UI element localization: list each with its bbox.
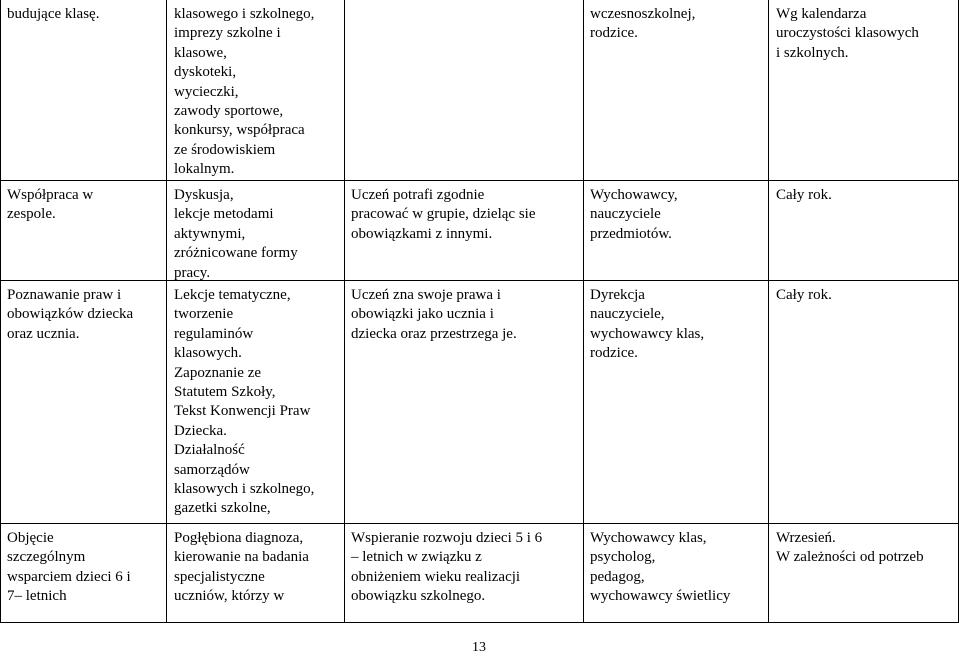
page-number: 13 (472, 640, 486, 655)
table-cell-goal: Współpraca w zespole. (7, 187, 94, 223)
table-cell-responsible: Dyrekcja nauczyciele, wychowawcy klas, rodzice. (590, 287, 705, 362)
table-cell-methods: Lekcje tematyczne, tworzenie regulaminów klasowych. Zapoznanie ze Statutem Szkoły, Tekst Konwencji Praw Dziecka. Działalność samorządów klasowych i szkolnego, gazetki szkolne, (174, 287, 315, 517)
table-cell-goal: Objęcie szczególnym wsparciem dzieci 6 i 7– letnich (7, 530, 131, 605)
table-cell-timing: Cały rok. (776, 287, 832, 303)
table-cell-goal: Poznawanie praw i obowiązków dziecka oraz ucznia. (7, 287, 134, 342)
table-cell-methods: Pogłębiona diagnoza, kierowanie na badania specjalistyczne uczniów, którzy w (174, 530, 309, 605)
table-cell-outcome: Wspieranie rozwoju dzieci 5 i 6 – letnich w związku z obniżeniem wieku realizacji obowiązku szkolnego. (351, 530, 543, 605)
table-cell-responsible: wczesnoszkolnej, rodzice. (590, 6, 696, 42)
table-cell-responsible: Wychowawcy, nauczyciele przedmiotów. (590, 187, 678, 242)
table-cell-methods: klasowego i szkolnego, imprezy szkolne i klasowe, dyskoteki, wycieczki, zawody sportowe, konkursy, współpraca ze środowiskiem lokalnym. (174, 6, 315, 178)
table-cell-timing: Wrzesień. W zależności od potrzeb (776, 530, 924, 566)
table-cell-responsible: Wychowawcy klas, psycholog, pedagog, wychowawcy świetlicy (590, 530, 731, 605)
table-cell-timing: Cały rok. (776, 187, 832, 203)
table-cell-methods: Dyskusja, lekcje metodami aktywnymi, zróżnicowane formy pracy. (174, 187, 298, 281)
table-cell-goal: budujące klasę. (7, 6, 100, 22)
table-cell-outcome: Uczeń zna swoje prawa i obowiązki jako ucznia i dziecka oraz przestrzega je. (351, 287, 517, 342)
table-cell-timing: Wg kalendarza uroczystości klasowych i szkolnych. (776, 6, 919, 61)
table-cell-outcome: Uczeń potrafi zgodnie pracować w grupie, dzieląc sie obowiązkami z innymi. (351, 187, 536, 242)
